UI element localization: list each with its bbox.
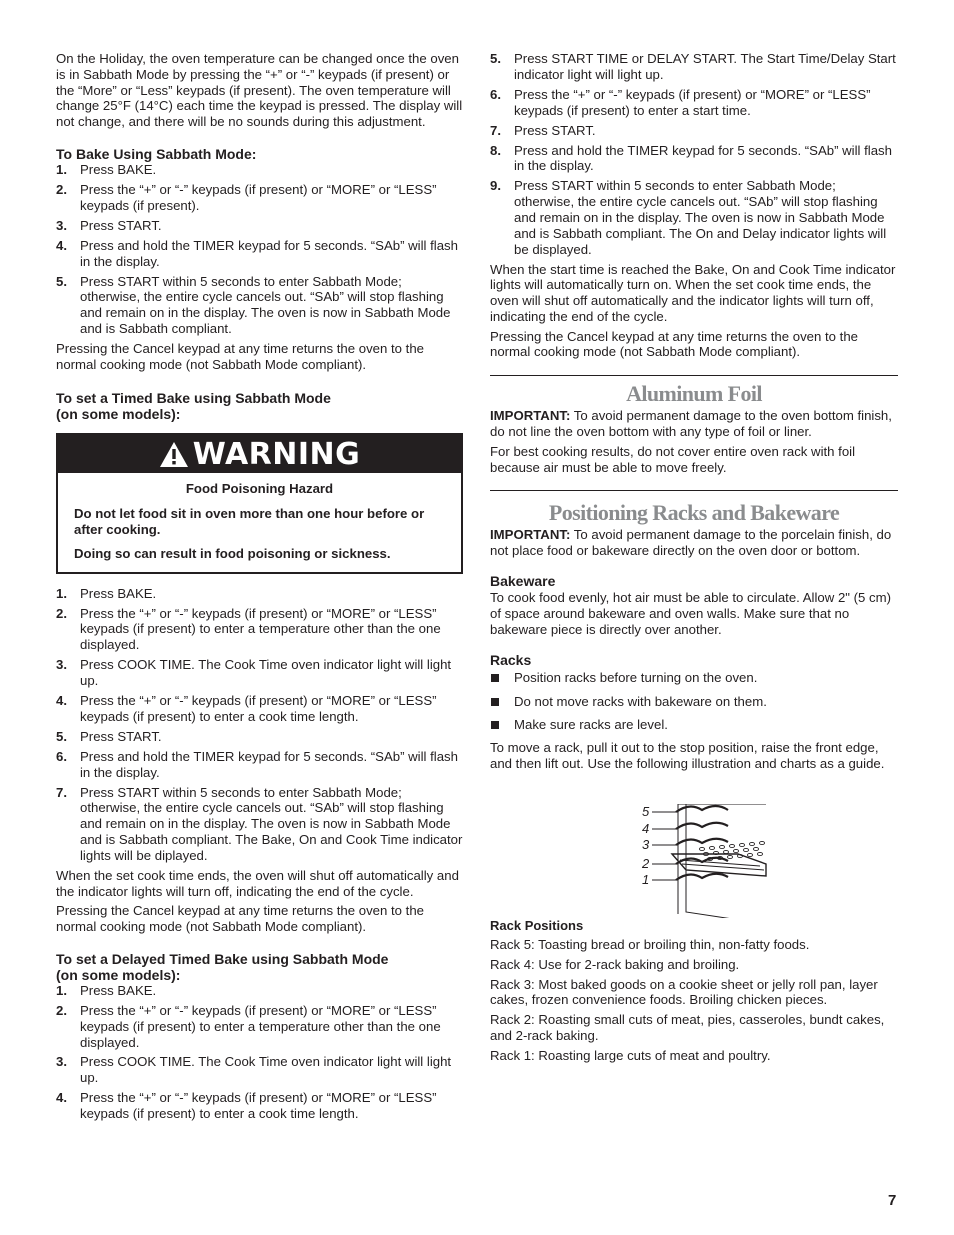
list-item: 7. Press START within 5 seconds to enter Sabbath Mode; otherwise, the entire cycle cancels out. “SAb” will stop flashing and remain on in the display. The oven is now in Sabbath Mode and is Sabbath compliant. The Bake, On and Cook Time indicator lights will be diplayed. [56,784,463,863]
rack-label-4: 4 [642,820,650,836]
warning-hazard: Food Poisoning Hazard [185,481,334,497]
list-item: Make sure racks are level. [490,717,898,733]
timed-bake-heading: To set a Timed Bake using Sabbath Mode (on some models): [56,390,331,423]
bakeware-text: To cook food evenly, hot air must be able to circulate. Allow 2" (5 cm) of space around bakeware and oven walls. Make sure that no bakeware piece is directly over another. [490,590,891,637]
list-item: 8. Press and hold the TIMER keypad for 5 seconds. “SAb” will flash in the display. [490,142,892,174]
bullet-square-icon [491,721,499,729]
bake-steps-list [56,162,463,337]
foil-important-note: IMPORTANT: To avoid permanent damage to the oven bottom finish, do not line the oven bottom with any type of foil or liner. [490,408,892,440]
warning-triangle-icon [159,441,189,468]
warning-line-2: Doing so can result in food poisoning or sickness. [74,545,391,561]
list-item: 3. Press COOK TIME. The Cook Time oven indicator light will light up. [56,1054,452,1086]
list-item: 6. Press and hold the TIMER keypad for 5 seconds. “SAb” will flash in the display. [56,748,458,780]
rack-position-3: Rack 3: Most baked goods on a cookie sheet or jelly roll pan, layer cakes, frozen convenience foods. Broiling chicken pieces. [490,976,878,1008]
rack-position-5: Rack 5: Toasting bread or broiling thin, non-fatty foods. [490,936,810,952]
racks-bullet-list [490,670,898,732]
list-item: Do not move racks with bakeware on them. [490,694,898,710]
warning-title: WARNING [192,436,361,472]
warning-box [56,433,463,573]
list-item: 3. Press START. [56,217,162,233]
foil-tip: For best cooking results, do not cover entire oven rack with foil because air must be able to move freely. [490,443,856,475]
delayed-steps-list [56,983,463,1122]
section-divider [490,375,898,376]
list-item: Position racks before turning on the oven. [490,670,898,686]
list-item: 3. Press COOK TIME. The Cook Time oven indicator light will light up. [56,657,452,689]
list-item: 5. Press START. [56,728,162,744]
rack-position-4: Rack 4: Use for 2-rack baking and broiling. [490,956,740,972]
aluminum-foil-title: Aluminum Foil [626,381,762,407]
page-number: 7 [888,1192,897,1209]
warning-line-1: Do not let food sit in oven more than one hour before or after cooking. [74,506,425,538]
racks-heading: Racks [490,652,532,669]
list-item: 5. Press START within 5 seconds to enter Sabbath Mode; otherwise, the entire cycle cancels out. “SAb” will stop flashing and remain on in the display. The oven is now in Sabbath Mode and is Sabbath compliant. [56,273,451,336]
holiday-intro: On the Holiday, the oven temperature can be changed once the oven is in Sabbath Mode by pressing the “+” or “-” keypads (if present) or the “More” or “Less” keypads (if present). The oven temperature will change 25°F (14°C) each time the keypad is pressed. The display will not change, and there will be no sounds during this adjustment. [56,51,463,130]
left-column [56,51,463,1126]
section-divider [490,490,898,491]
timed-end-note: When the set cook time ends, the oven will shut off automatically and the indicator lights will turn off, indicating the end of the cycle. [56,867,459,899]
list-item: 1. Press BAKE. [56,982,157,998]
positioning-racks-title: Positioning Racks and Bakeware [548,500,840,526]
rack-positions-illustration [490,804,898,918]
rack-position-2: Rack 2: Roasting small cuts of meat, pies, casseroles, bundt cakes, and 2-rack baking. [490,1012,885,1043]
list-item: 7. Press START. [490,122,596,138]
list-item: 4. Press and hold the TIMER keypad for 5 seconds. “SAb” will flash in the display. [56,237,458,269]
list-item: 9. Press START within 5 seconds to enter Sabbath Mode; otherwise, the entire cycle cancels out. “SAb” will stop flashing and remain on in the display. The oven is now in Sabbath Mode and is Sabbath compliant. The On and Delay indicator lights will be displayed. [490,178,887,257]
list-item: 2. Press the “+” or “-” keypads (if present) or “MORE” or “LESS” keypads (if present). [56,181,437,213]
bullet-square-icon [491,674,499,682]
oven-rack-illustration [490,804,898,918]
bullet-square-icon [491,698,499,706]
right-column [490,51,898,1068]
timed-cancel-note: Pressing the Cancel keypad at any time returns the oven to the normal cooking mode (not Sabbath Mode compliant). [56,903,424,935]
rack-label-3: 3 [642,836,650,852]
warning-body [58,473,461,571]
delayed-cancel-note: Pressing the Cancel keypad at any time returns the oven to the normal cooking mode (not Sabbath Mode compliant). [490,328,858,360]
bakeware-heading: Bakeware [490,573,556,590]
delayed-bake-heading: To set a Delayed Timed Bake using Sabbath Mode (on some models): [56,950,389,983]
list-item: 5. Press START TIME or DELAY START. The Start Time/Delay Start indicator light will light up. [490,51,896,82]
racks-move-text: To move a rack, pull it out to the stop position, raise the front edge, and then lift out. Use the following illustration and charts as a guide. [490,740,885,772]
rack-label-1: 1 [642,871,650,887]
list-item: 2. Press the “+” or “-” keypads (if present) or “MORE” or “LESS” keypads (if present) to enter a temperature other than the one displayed. [56,605,441,653]
bake-sabbath-heading: To Bake Using Sabbath Mode: [56,145,257,162]
list-item: 4. Press the “+” or “-” keypads (if present) or “MORE” or “LESS” keypads (if present) to enter a cook time length. [56,693,437,724]
rack-position-1: Rack 1: Roasting large cuts of meat and poultry. [490,1047,771,1063]
list-item: 2. Press the “+” or “-” keypads (if present) or “MORE” or “LESS” keypads (if present) to enter a temperature other than the one displayed. [56,1002,441,1050]
list-item: 4. Press the “+” or “-” keypads (if present) or “MORE” or “LESS” keypads (if present) to enter a cook time length. [56,1090,437,1122]
rack-positions-heading: Rack Positions [490,917,584,933]
timed-steps-list [56,586,463,864]
delayed-end-note: When the start time is reached the Bake, On and Cook Time indicator lights will automatically turn on. When the set cook time ends, the oven will shut off automatically and the indicator lights will turn off, indicating the end of the cycle. [490,261,896,324]
bake-cancel-note: Pressing the Cancel keypad at any time returns the oven to the normal cooking mode (not Sabbath Mode compliant). [56,340,424,372]
rack-label-5: 5 [642,803,650,819]
rack-label-2: 2 [642,855,650,871]
list-item: 6. Press the “+” or “-” keypads (if present) or “MORE” or “LESS” keypads (if present) to enter a start time. [490,86,871,118]
warning-header [58,435,461,473]
list-item: 1. Press BAKE. [56,585,157,601]
list-item: 1. Press BAKE. [56,161,157,177]
racks-important-note: IMPORTANT: To avoid permanent damage to the porcelain finish, do not place food or bakeware directly on the oven door or bottom. [490,527,892,559]
delayed-steps-continued-list [490,51,898,257]
